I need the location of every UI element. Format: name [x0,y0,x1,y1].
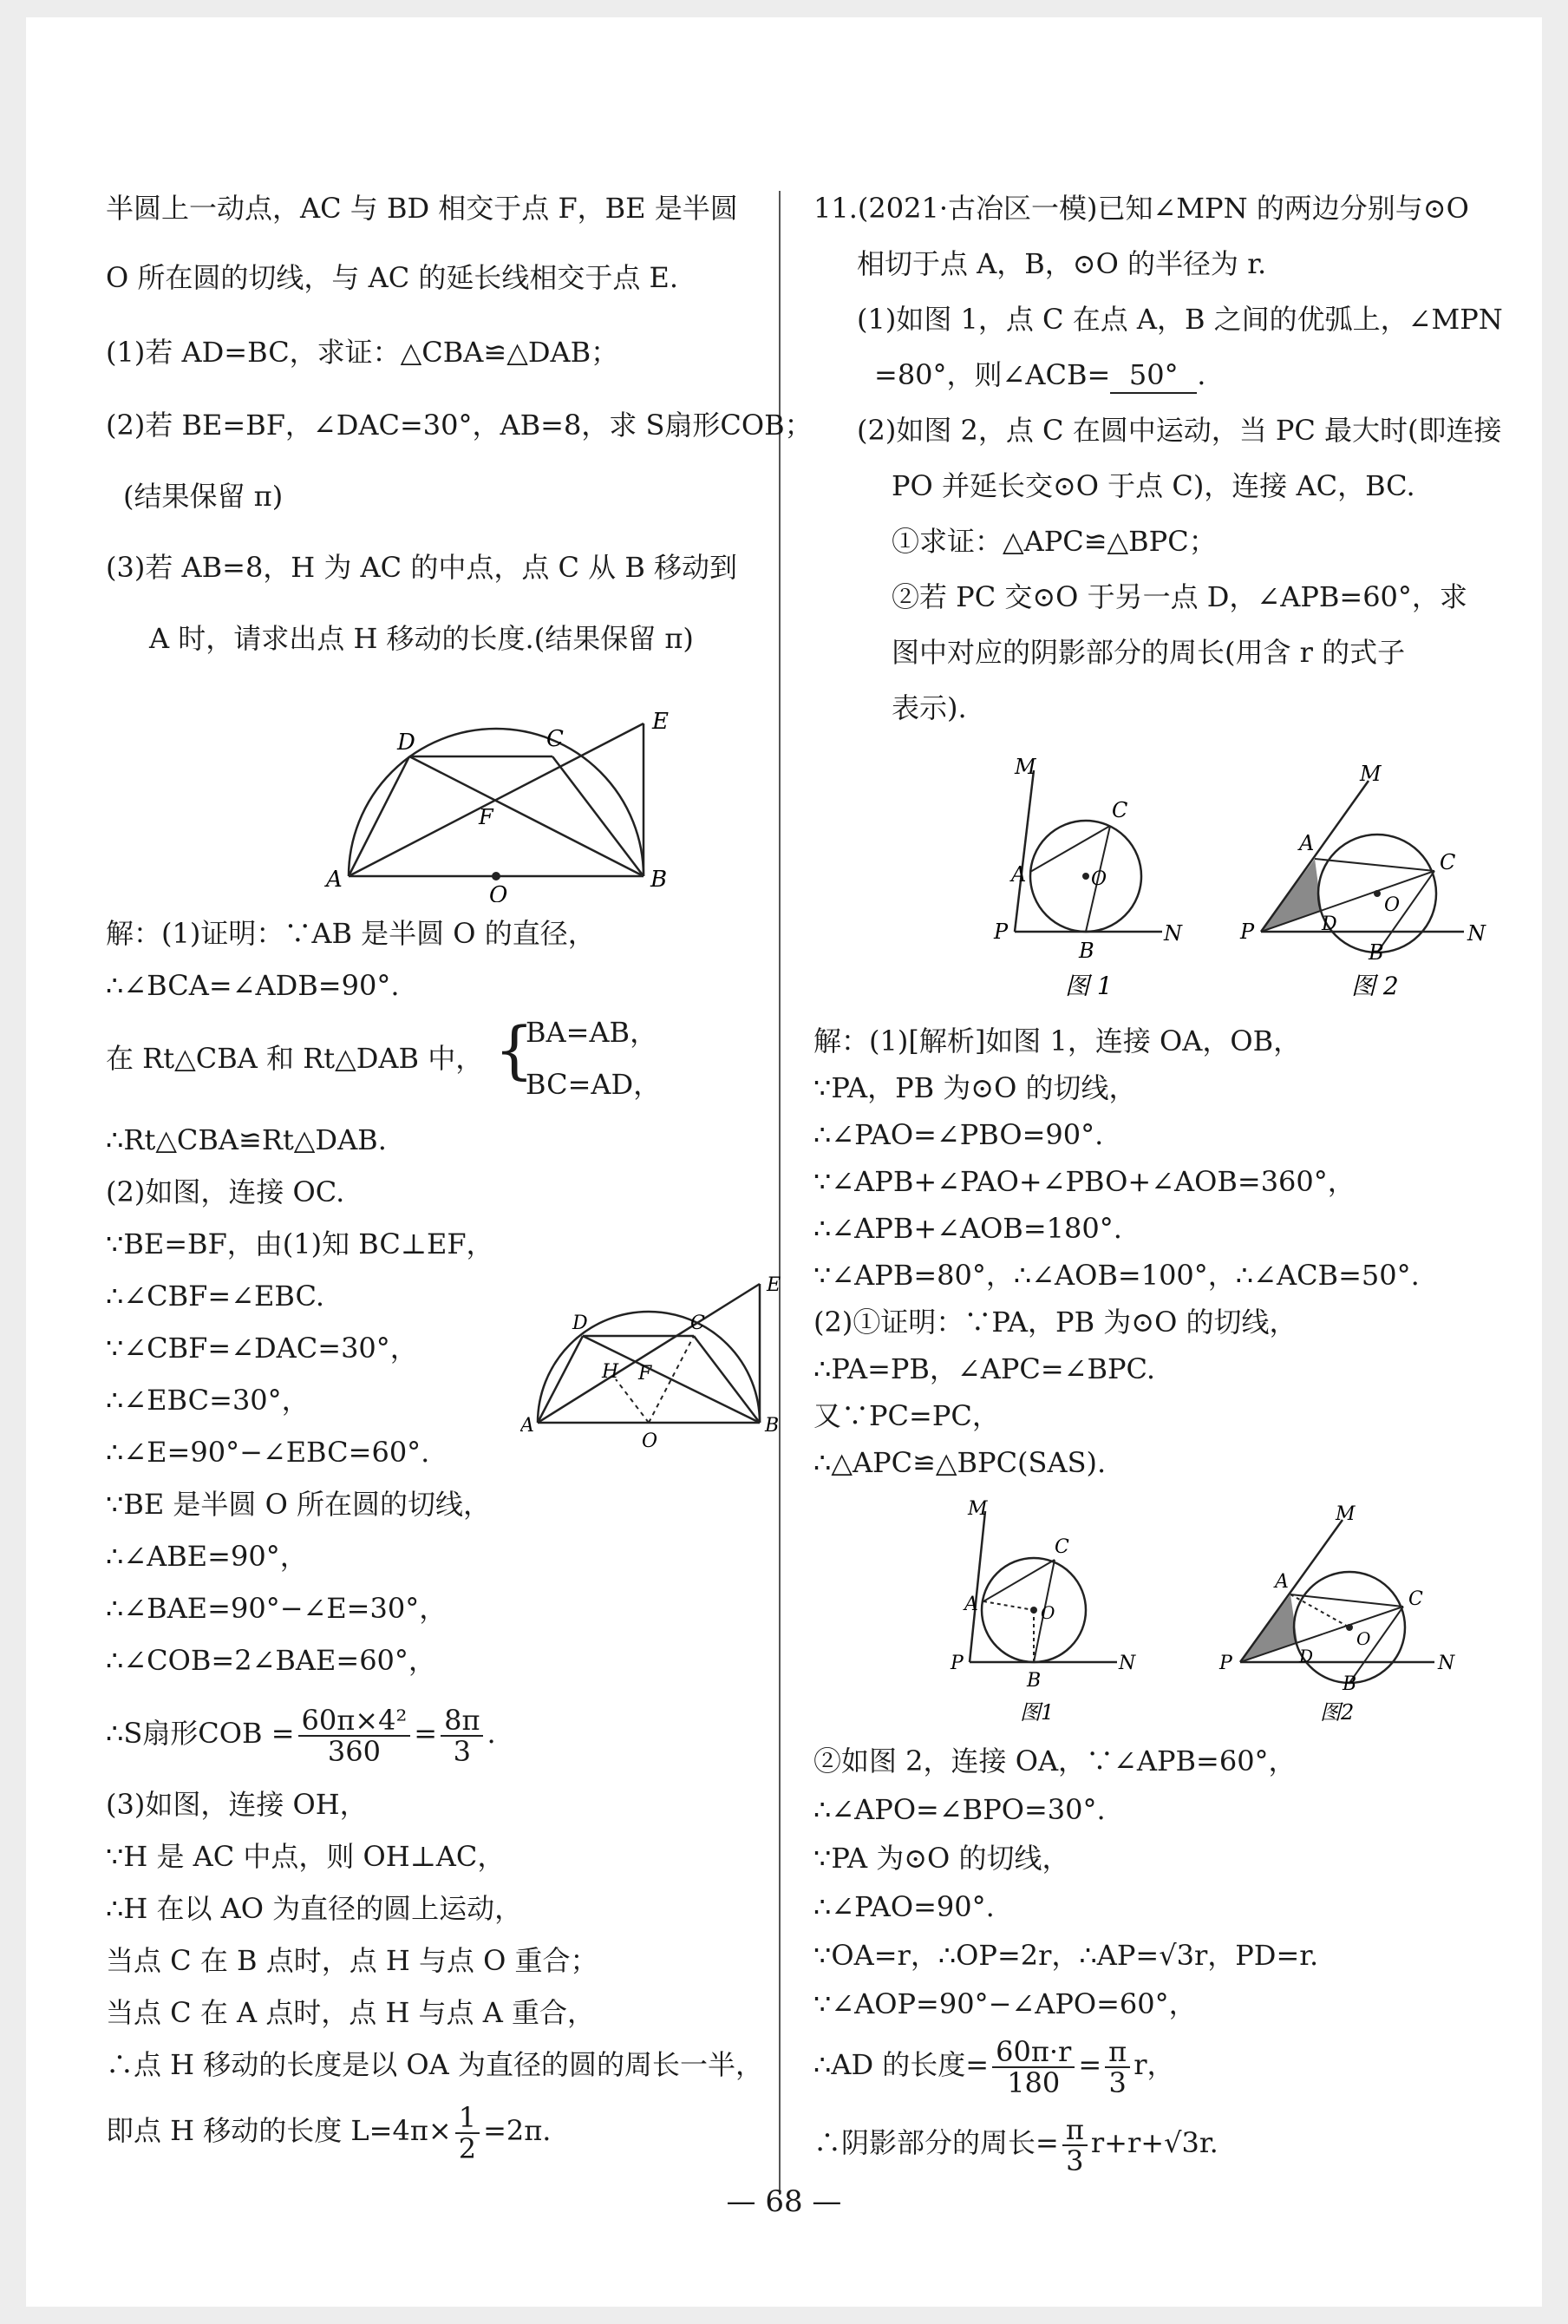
answer-blank: 50° [1110,357,1197,394]
page-number: — 68 — [726,2184,842,2219]
figure-2-caption: 图2 [1320,1700,1355,1725]
label-M: M [1360,762,1382,786]
fraction [992,2034,1075,2099]
chord-AC [1315,859,1434,871]
ray-PM [970,1511,985,1662]
solution-line: ∴Rt△CBA≌Rt△DAB. [106,1123,387,1156]
solution-line: (3)如图，连接 OH， [106,1788,368,1821]
denominator: 360 [327,1734,381,1768]
solution-line: ∵H 是 AC 中点，则 OH⊥AC， [106,1840,506,1873]
label-A: A [326,867,343,893]
label-M: M [1336,1503,1356,1525]
solution-line: ∴∠PAO=∠PBO=90°. [813,1118,1104,1151]
radius-OA [983,1601,1034,1610]
center-dot [1374,890,1381,897]
question-2-part2-cont: 图中对应的阴影部分的周长(用含 r 的式子 [892,636,1406,669]
dashed-OH [616,1379,649,1423]
solution-line: (2)①证明：∵PA，PB 为⊙O 的切线， [813,1306,1297,1339]
equals-sign: = [414,1717,438,1750]
fraction [1105,2034,1130,2099]
question-1-answer-line [874,357,1205,394]
solution-line: 在 Rt△CBA 和 Rt△DAB 中， [106,1042,484,1075]
label-B: B [1343,1673,1357,1695]
question-2: (2)如图 2，点 C 在圆中运动，当 PC 最大时(即连接 [857,414,1502,447]
denominator: 2 [458,2131,477,2165]
solution-line: ②如图 2，连接 OA，∵∠APB=60°， [813,1745,1297,1777]
label-D: D [1322,913,1337,935]
label-A: A [1275,1571,1289,1593]
denominator: 3 [453,1734,471,1768]
brace: { [494,1013,534,1086]
denominator: 180 [1007,2065,1061,2099]
formula-text: ∴AD 的长度= [813,2048,990,2081]
label-E: E [767,1274,781,1296]
system-line: BA=AB， [526,1016,658,1049]
chord-AD [349,756,409,876]
label-M: M [1015,755,1036,779]
solution-line: ∴∠PAO=90°. [813,1890,995,1923]
solution-line: ∵∠APB+∠PAO+∠PBO+∠AOB=360°， [813,1165,1356,1198]
solution-line: ∴∠CBF=∠EBC. [106,1280,324,1313]
length-formula [106,2096,551,2165]
label-O: O [1356,1628,1371,1649]
label-P: P [1219,1653,1232,1674]
solution-line: 当点 C 在 A 点时，点 H 与点 A 重合， [106,1996,595,2029]
solution-line: ∵∠APB=80°，∴∠AOB=100°，∴∠ACB=50°. [813,1259,1420,1292]
question-2-part1: ①求证：△APC≌△BPC； [892,525,1217,558]
chord-AC [1030,826,1110,872]
question-2: (2)若 BE=BF，∠DAC=30°，AB=8，求 S扇形COB； [106,409,813,442]
formula-text: ∴S扇形COB = [106,1717,295,1750]
semicircle-figure [323,703,704,902]
page [26,17,1542,2307]
chord-AC [1290,1594,1403,1607]
figure-1-caption: 图1 [1020,1700,1055,1725]
label-C: C [1112,798,1128,822]
label-B: B [1079,939,1094,963]
semicircle-figure-2 [520,1267,789,1457]
line-AE [538,1284,760,1423]
label-O: O [489,882,508,902]
solution-line: 解：(1)证明：∵AB 是半圆 O 的直径， [106,917,596,950]
perimeter-formula [813,2108,1218,2177]
formula-end: r， [1134,2048,1175,2081]
label-N: N [1438,1653,1455,1674]
solution-line: ∵BE=BF，由(1)知 BC⊥EF， [106,1227,494,1260]
question-3: (3)若 AB=8，H 为 AC 的中点，点 C 从 B 移动到 [106,551,738,584]
numerator: 60π·r [992,2037,1075,2068]
figure-1 [989,755,1214,1006]
arc-length-formula [813,2030,1175,2099]
solution-line: ∴点 H 移动的长度是以 OA 为直径的圆的周长一半， [106,2048,763,2081]
label-O: O [1041,1602,1055,1623]
solution-line: 当点 C 在 B 点时，点 H 与点 O 重合； [106,1944,598,1977]
label-C: C [1408,1588,1423,1610]
solution-line: ∴∠EBC=30°， [106,1384,310,1417]
label-E: E [652,709,669,735]
solution-line: (2)如图，连接 OC. [106,1175,345,1208]
center-dot-O [492,872,500,881]
label-N: N [1164,921,1182,946]
fraction [441,1705,483,1766]
denominator: 3 [1066,2144,1084,2177]
figure-2 [1238,755,1516,1006]
fraction [455,2100,480,2165]
figure-1-caption: 图 1 [1065,972,1113,1000]
solution-line: ∵OA=r，∴OP=2r，∴AP=√3r，PD=r. [813,1939,1319,1972]
fraction [1062,2112,1088,2177]
label-O: O [642,1430,658,1452]
solution-line: ∴∠BAE=90°−∠E=30°， [106,1592,448,1625]
solution-line: ∴PA=PB，∠APC=∠BPC. [813,1352,1156,1385]
formula-text: ∴阴影部分的周长= [813,2126,1059,2159]
question-1: (1)若 AD=BC，求证：△CBA≌△DAB； [106,336,619,369]
question-3-cont: A 时，请求出点 H 移动的长度.(结果保留 π) [149,622,694,655]
center-dot [1346,1624,1353,1631]
sector-area-formula [106,1699,496,1768]
formula-end: r+r+√3r. [1090,2126,1218,2159]
label-B: B [1027,1670,1042,1692]
label-H: H [602,1361,619,1383]
label-N: N [1119,1653,1136,1674]
label-F: F [638,1363,652,1385]
label-A: A [520,1415,534,1437]
label-O: O [1091,868,1107,890]
label-M: M [968,1498,988,1520]
numerator: π [1105,2037,1130,2068]
label-D: D [572,1313,588,1334]
label-D: D [1299,1646,1314,1666]
solution-figure-1 [944,1497,1160,1732]
label-P: P [1240,920,1255,944]
question-2-cont: PO 并延长交⊙O 于点 C)，连接 AC，BC. [892,469,1415,502]
label-N: N [1467,921,1486,946]
formula-end: =2π. [483,2114,552,2147]
label-C: C [1440,850,1456,874]
label-P: P [951,1653,964,1674]
formula-text: 即点 H 移动的长度 L=4π× [106,2114,452,2147]
solution-line: 解：(1)[解析]如图 1，连接 OA，OB， [813,1025,1302,1057]
solution-figure-2 [1218,1497,1478,1732]
fraction [298,1705,411,1766]
column-divider [779,191,781,2195]
label-A: A [1299,831,1315,855]
question-2-part2: ②若 PC 交⊙O 于另一点 D，∠APB=60°，求 [892,580,1467,613]
chord-AC [983,1560,1055,1601]
solution-line: ∴∠APO=∠BPO=30°. [813,1793,1106,1826]
question-2-note: (结果保留 π) [123,480,284,513]
numerator: 60π×4² [298,1705,411,1737]
label-C: C [690,1313,705,1334]
solution-line: ∴∠APB+∠AOB=180°. [813,1212,1122,1245]
period: . [487,1717,496,1750]
solution-line: ∴∠BCA=∠ADB=90°. [106,969,400,1002]
solution-line: ∵BE 是半圆 O 所在圆的切线， [106,1488,491,1521]
question-text: =80°，则∠ACB= [874,358,1111,391]
equals-sign: = [1078,2048,1102,2081]
denominator: 3 [1108,2065,1127,2099]
question-2-part2-end: 表示). [892,691,967,724]
solution-line: ∵∠AOP=90°−∠APO=60°， [813,1987,1197,2020]
numerator: 8π [441,1705,483,1737]
label-B: B [765,1415,780,1437]
center-dot [1030,1607,1037,1614]
numerator: 1 [455,2103,480,2134]
problem-text-line: 半圆上一动点，AC 与 BD 相交于点 F，BE 是半圆 [106,192,738,225]
solution-line: ∴∠COB=2∠BAE=60°， [106,1644,436,1677]
solution-line: ∵PA，PB 为⊙O 的切线， [813,1071,1137,1104]
solution-line: ∴H 在以 AO 为直径的圆上运动， [106,1892,523,1925]
label-A: A [1011,862,1027,887]
solution-line: ∴△APC≌△BPC(SAS). [813,1446,1107,1479]
chord-DB [409,756,644,876]
label-A: A [964,1594,978,1615]
solution-line: ∵∠CBF=∠DAC=30°， [106,1332,418,1365]
solution-line: ∴∠ABE=90°， [106,1540,308,1573]
system-line: BC=AD， [526,1068,662,1101]
center-dot [1082,873,1089,880]
label-D: D [397,730,415,756]
solution-line: 又∵PC=PC， [813,1399,1000,1432]
period: . [1197,358,1206,391]
solution-line: ∴∠E=90°−∠EBC=60°. [106,1436,430,1469]
label-C: C [546,726,564,752]
ray-PM [1015,770,1034,932]
figure-2-caption: 图 2 [1351,972,1399,1000]
problem-11-title: 11.(2021·古冶区一模)已知∠MPN 的两边分别与⊙O [813,192,1469,225]
label-C: C [1055,1536,1069,1558]
label-O: O [1384,894,1401,916]
label-B: B [650,867,668,893]
question-1: (1)如图 1，点 C 在点 A，B 之间的优弧上，∠MPN [857,303,1503,336]
label-B: B [1369,940,1384,965]
solution-line: ∵PA 为⊙O 的切线， [813,1842,1070,1875]
problem-text-line: O 所在圆的切线，与 AC 的延长线相交于点 E. [106,261,679,294]
numerator: π [1062,2115,1088,2146]
label-P: P [994,920,1009,944]
problem-text-line: 相切于点 A，B，⊙O 的半径为 r. [857,247,1267,280]
label-F: F [479,805,493,829]
